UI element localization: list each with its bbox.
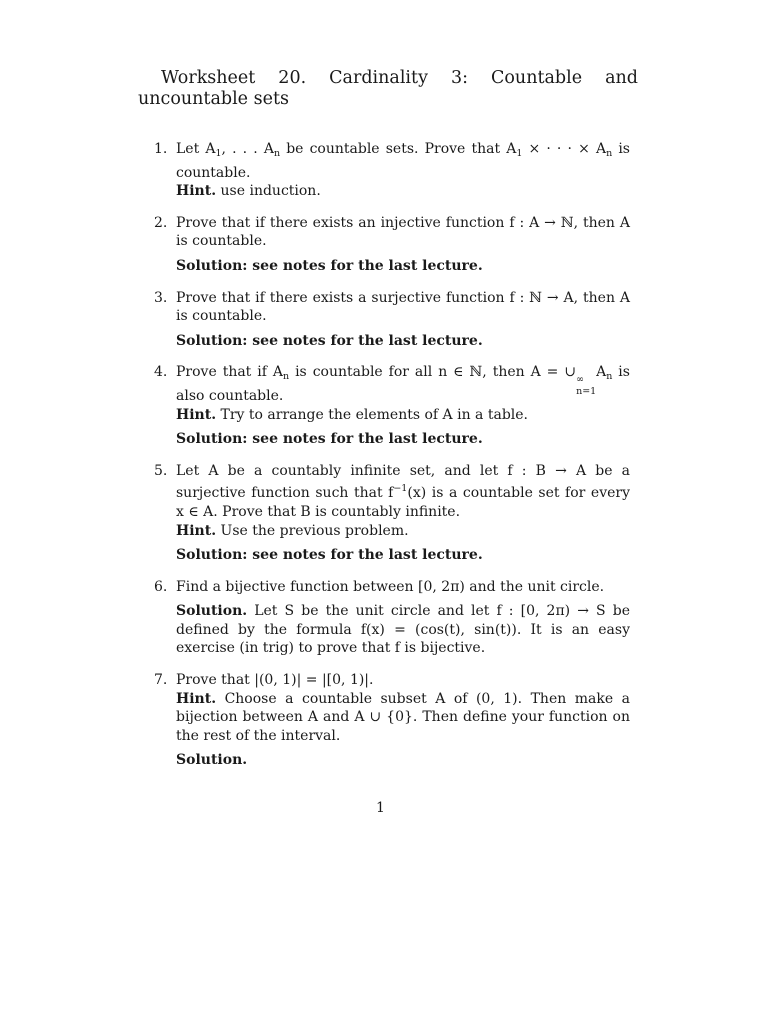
problem-statement: Prove that if there exists an injective function f : A → ℕ, then A is countable. (176, 214, 630, 250)
problem-statement: Prove that |(0, 1)| = |[0, 1)|. Hint. Choose a countable subset A of (0, 1). Then make a bijection between A and A ∪ {0}. Then define your function on the rest of the interval. (176, 672, 630, 744)
problem-number: 5. (154, 462, 168, 479)
hint-text: use induction. (216, 183, 321, 200)
hint-label: Hint. (176, 406, 217, 423)
solution-label: Solution. (176, 603, 248, 620)
problem-5 (138, 462, 630, 565)
page-number: 1 (376, 800, 385, 816)
problem-statement: Let A be a countably infinite set, and let f : B → A be a surjective function such that $f^{-1}(x)$ is a countable set for every x ∈ A. Prove that B is countably infinite. Hint. Use the previous problem. (176, 462, 630, 539)
problem-number: 6. (154, 578, 168, 595)
solution-text: Solution. Let S be the unit circle and let f : [0, 2π) → S be defined by the formula f(x) = (cos(t), sin(t)). It is an easy exercise (in trig) to prove that f is bijective. (176, 603, 630, 657)
problem-statement: Let $A_1$, . . . $A_n$ be countable sets. Prove that $A_1$ × · · · × $A_n$ is countable. Hint. use induction. (176, 141, 630, 200)
problem-list (138, 140, 630, 770)
problem-7 (138, 671, 630, 770)
problem-1 (138, 140, 630, 201)
problem-number: 1. (154, 141, 168, 157)
solution-text: Solution: see notes for the last lecture. (176, 547, 483, 564)
solution-label: Solution. (176, 752, 248, 769)
problem-statement: Prove that if there exists a surjective function f : ℕ → A, then A is countable. (176, 289, 630, 325)
solution-text: Solution: see notes for the last lecture. (176, 332, 483, 349)
problem-number: 3. (154, 289, 168, 306)
problem-number: 7. (154, 672, 168, 689)
solution-text: Solution: see notes for the last lecture. (176, 431, 483, 448)
hint-text: Choose a countable subset A of (0, 1). Then make a bijection between A and A ∪ {0}. Then define your function on the rest of the interval. (176, 690, 630, 744)
problem-number: 4. (154, 364, 168, 381)
problem-statement: Find a bijective function between [0, 2π) and the unit circle. (176, 578, 605, 595)
hint-label: Hint. (176, 690, 217, 707)
hint-text: Try to arrange the elements of A in a table. (216, 406, 528, 423)
solution-text: Solution: see notes for the last lecture. (176, 257, 483, 274)
problem-4 (138, 363, 630, 448)
problem-statement: Prove that if $A_n$ is countable for all n ∈ ℕ, then A = ∪ ∞ n=1 $A_n$ is also countable. Hint. Try to arrange the elements of A in a table. (176, 364, 630, 423)
problem-6 (138, 578, 630, 658)
problem-number: 2. (154, 214, 168, 231)
hint-text: Use the previous problem. (216, 522, 409, 539)
problem-3 (138, 289, 630, 351)
problem-2 (138, 214, 630, 276)
hint-label: Hint. (176, 183, 217, 200)
page-title: Worksheet 20. Cardinality 3: Countable and uncountable sets (138, 68, 638, 109)
hint-label: Hint. (176, 522, 217, 539)
